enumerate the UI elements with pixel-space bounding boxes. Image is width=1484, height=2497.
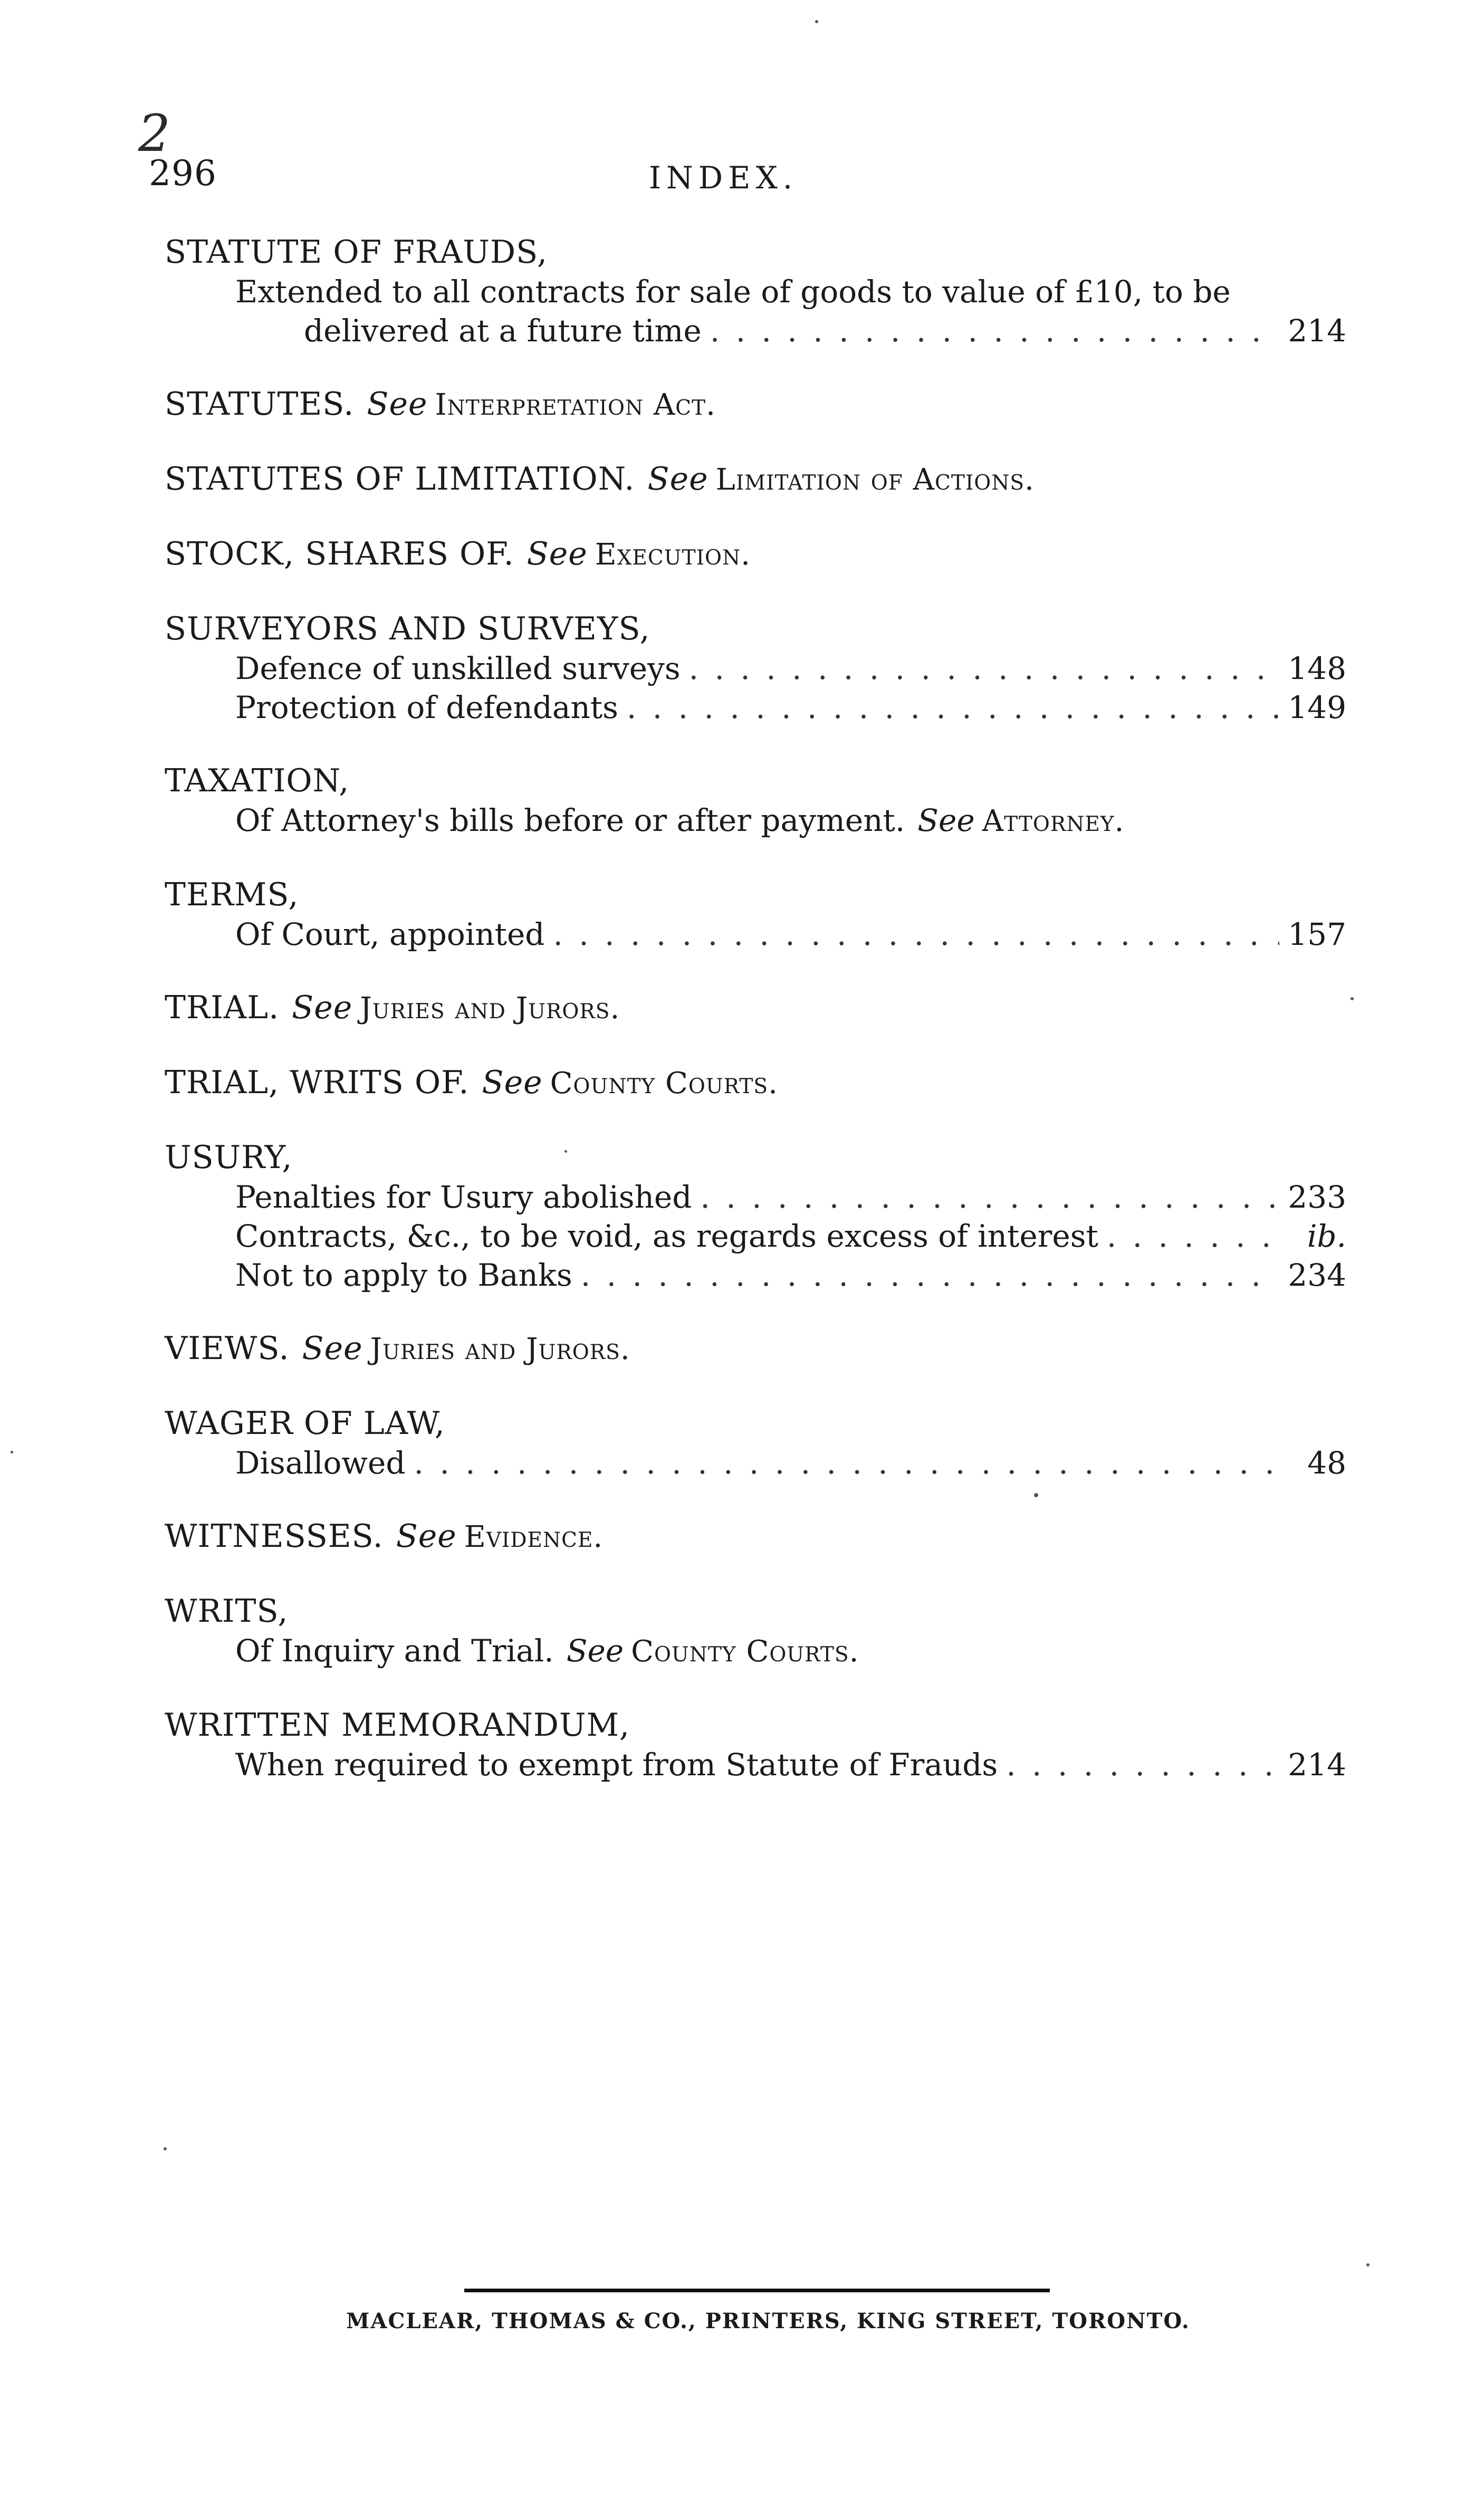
scan-speck xyxy=(1366,2263,1370,2266)
cross-reference: County Courts. xyxy=(631,1634,859,1669)
entry-heading-line xyxy=(165,988,1346,1029)
index-entry-wager-of-law xyxy=(165,1403,1346,1482)
scan-speck xyxy=(11,1451,13,1453)
index-entry-terms xyxy=(165,875,1346,954)
page-reference: 148 xyxy=(1288,650,1346,686)
entry-heading: WAGER OF LAW, xyxy=(165,1405,445,1442)
entry-subline xyxy=(165,649,1346,688)
subline-text: Contracts, &c., to be void, as regards excess of interest xyxy=(235,1218,1098,1254)
entry-subline: Extended to all contracts for sale of goods to value of £10, to be xyxy=(235,274,1231,310)
index-entry-views xyxy=(165,1328,1346,1370)
see-label: See xyxy=(917,802,975,838)
entry-heading: STATUTE OF FRAUDS, xyxy=(165,234,548,271)
handwritten-page-annotation: 2 xyxy=(138,104,171,163)
page-number: 296 xyxy=(149,153,217,194)
subline-text: Protection of defendants xyxy=(235,690,618,725)
dot-leader xyxy=(1006,1745,1279,1784)
index-entry-trial-writs xyxy=(165,1063,1346,1104)
index-entry-surveyors xyxy=(165,609,1346,727)
subline-text: delivered at a future time xyxy=(304,313,702,349)
cross-reference: Execution. xyxy=(595,538,751,572)
see-label: See xyxy=(566,1633,624,1669)
subline-text: Of Court, appointed xyxy=(235,916,545,952)
entry-heading: TERMS, xyxy=(165,876,299,913)
subline-text: Penalties for Usury abolished xyxy=(235,1179,692,1215)
entry-heading-line xyxy=(165,384,1346,425)
cross-reference: Juries and Jurors. xyxy=(370,1332,630,1366)
index-entry-witnesses xyxy=(165,1516,1346,1557)
index-entry-written-memorandum xyxy=(165,1705,1346,1784)
cross-reference: Evidence. xyxy=(464,1520,604,1554)
entry-subline xyxy=(165,1631,1346,1671)
entry-subline xyxy=(165,801,1346,841)
subline-text: Disallowed xyxy=(235,1445,406,1481)
page-reference: 149 xyxy=(1288,690,1346,725)
running-head: INDEX. xyxy=(649,160,798,196)
cross-reference: Juries and Jurors. xyxy=(360,991,620,1026)
scan-speck xyxy=(164,2147,167,2150)
index-entry-stock-shares xyxy=(165,534,1346,575)
page-reference: 157 xyxy=(1288,916,1346,952)
entry-heading: USURY, xyxy=(165,1139,293,1176)
dot-leader xyxy=(553,915,1279,954)
entry-heading: STATUTES. xyxy=(165,386,355,423)
printer-imprint: MACLEAR, THOMAS & CO., PRINTERS, KING STREET, TORONTO. xyxy=(346,2309,1190,2333)
dot-leader xyxy=(414,1443,1285,1482)
see-label: See xyxy=(396,1518,457,1555)
see-label: See xyxy=(526,535,588,572)
page-reference: 214 xyxy=(1288,313,1346,349)
see-label: See xyxy=(482,1064,543,1101)
index-entry-trial xyxy=(165,988,1346,1029)
page-reference: 234 xyxy=(1288,1257,1346,1293)
entry-heading: SURVEYORS AND SURVEYS, xyxy=(165,610,650,647)
entry-subline xyxy=(165,1745,1346,1784)
cross-reference: Interpretation Act. xyxy=(435,388,716,422)
entry-heading: WRITTEN MEMORANDUM, xyxy=(165,1707,630,1744)
scan-speck xyxy=(1351,997,1354,1000)
index-entry-writs xyxy=(165,1591,1346,1671)
footer-rule xyxy=(464,2289,1050,2292)
entry-subline xyxy=(165,915,1346,954)
dot-leader xyxy=(689,649,1280,688)
index-entry-statutes-of-limitation xyxy=(165,459,1346,500)
entry-subline xyxy=(165,1178,1346,1217)
entry-heading: VIEWS. xyxy=(165,1330,290,1367)
see-label: See xyxy=(302,1330,363,1367)
entry-heading: WITNESSES. xyxy=(165,1518,384,1555)
see-label: See xyxy=(647,461,709,498)
index-entry-statutes xyxy=(165,384,1346,425)
subline-text: Defence of unskilled surveys xyxy=(235,650,681,686)
page-reference: 48 xyxy=(1307,1445,1346,1481)
entry-subline xyxy=(165,1443,1346,1482)
cross-reference: Attorney. xyxy=(982,804,1125,838)
dot-leader xyxy=(581,1256,1279,1295)
see-label: See xyxy=(292,989,353,1026)
entry-subline-continued xyxy=(165,311,1346,350)
dot-leader xyxy=(710,311,1280,350)
entry-heading-line xyxy=(165,1516,1346,1557)
cross-reference: County Courts. xyxy=(550,1066,778,1101)
subline-text: Of Inquiry and Trial. xyxy=(235,1633,554,1669)
entry-heading-line xyxy=(165,1328,1346,1370)
index-entry-usury xyxy=(165,1137,1346,1295)
dot-leader xyxy=(627,688,1279,727)
scan-speck xyxy=(564,1150,567,1153)
cross-reference: Limitation of Actions. xyxy=(715,463,1035,497)
entry-heading: TRIAL. xyxy=(165,989,280,1026)
entry-heading: STOCK, SHARES OF. xyxy=(165,535,514,572)
entry-subline xyxy=(165,1256,1346,1295)
entry-heading: WRITS, xyxy=(165,1593,289,1630)
entry-heading: STATUTES OF LIMITATION. xyxy=(165,461,635,498)
subline-text: Of Attorney's bills before or after payment. xyxy=(235,802,905,838)
entry-heading: TRIAL, WRITS OF. xyxy=(165,1064,470,1101)
dot-leader xyxy=(1107,1217,1285,1256)
subline-text: When required to exempt from Statute of Frauds xyxy=(235,1747,998,1783)
see-label: See xyxy=(367,386,428,423)
index-entry-taxation xyxy=(165,761,1346,841)
dot-leader xyxy=(700,1178,1279,1217)
index-entry-statute-of-frauds xyxy=(165,232,1346,350)
entry-heading-line xyxy=(165,534,1346,575)
entry-subline xyxy=(165,1217,1346,1256)
page-reference: ib. xyxy=(1307,1218,1346,1254)
page-reference: 214 xyxy=(1288,1747,1346,1783)
entry-heading: TAXATION, xyxy=(165,762,350,799)
scan-speck xyxy=(815,20,818,23)
entry-heading-line xyxy=(165,1063,1346,1104)
subline-text: Not to apply to Banks xyxy=(235,1257,572,1293)
entry-heading-line xyxy=(165,459,1346,500)
page-reference: 233 xyxy=(1288,1179,1346,1215)
entry-subline xyxy=(165,688,1346,727)
scan-speck xyxy=(1034,1493,1038,1497)
index-entries xyxy=(165,232,1346,1818)
